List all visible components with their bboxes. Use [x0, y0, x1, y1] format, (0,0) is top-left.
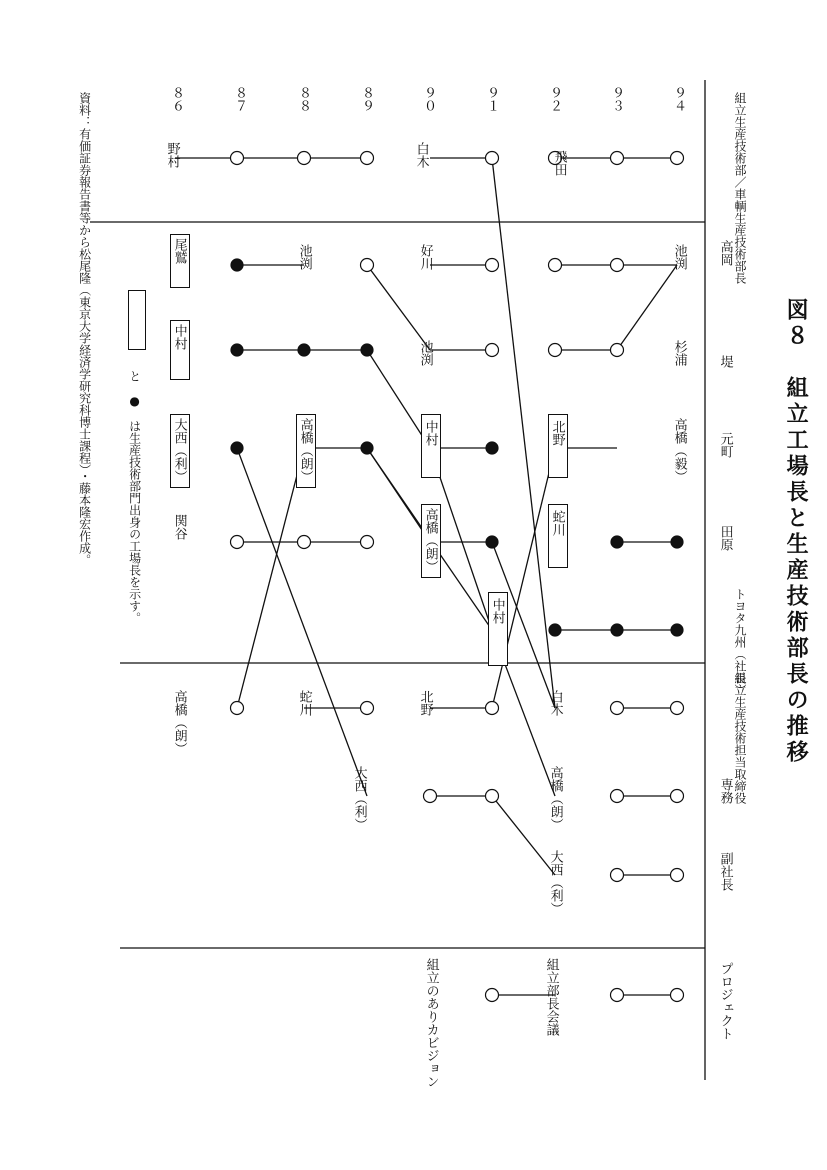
- person-label: 池渕: [296, 244, 312, 270]
- project-label: 組立のありカビジョン: [423, 958, 439, 1088]
- node: [611, 869, 624, 882]
- project-label: 組立部長会議: [543, 958, 559, 1036]
- person-label: 飛田: [551, 150, 567, 176]
- career-link: [489, 448, 555, 708]
- node: [671, 790, 684, 803]
- column-header: プロジェクト: [717, 962, 733, 1040]
- year-label: ８９: [359, 86, 374, 112]
- node: [486, 989, 499, 1002]
- column-header: 高岡: [717, 240, 733, 266]
- node: [361, 259, 374, 272]
- year-label: ９４: [671, 86, 686, 112]
- prod-eng-node: [486, 536, 498, 548]
- prod-eng-node: [549, 624, 561, 636]
- person-label: 杉浦: [671, 340, 687, 366]
- person-label: 高橋（朗）: [171, 690, 187, 755]
- column-header: トヨタ九州（社長）: [733, 588, 747, 696]
- person-label: 関谷: [171, 514, 187, 540]
- node: [486, 259, 499, 272]
- node: [671, 152, 684, 165]
- node: [361, 702, 374, 715]
- column-header: 組立生産技術担当取締役: [733, 672, 747, 804]
- node: [486, 790, 499, 803]
- column-header: 専務: [717, 778, 733, 804]
- node: [231, 536, 244, 549]
- prod-eng-node: [298, 344, 310, 356]
- prod-eng-node: [671, 624, 683, 636]
- person-label: 白木: [547, 690, 563, 716]
- person-label: 高橋（朗）: [422, 508, 438, 573]
- person-label: 高橋（朗）: [297, 418, 313, 483]
- figure-title: 図８ 組立工場長と生産技術部長の推移: [783, 298, 810, 766]
- person-label: 高橋（朗）: [547, 766, 563, 831]
- column-header: 堤: [717, 355, 733, 368]
- node: [611, 702, 624, 715]
- year-label: ８８: [296, 86, 311, 112]
- prod-eng-node: [671, 536, 683, 548]
- person-label: 好川: [417, 244, 433, 270]
- node: [611, 989, 624, 1002]
- year-label: ９１: [484, 86, 499, 112]
- prod-eng-node: [231, 344, 243, 356]
- prod-eng-node: [231, 442, 243, 454]
- node: [361, 152, 374, 165]
- person-label: 大西（利）: [351, 766, 367, 831]
- career-link: [237, 448, 304, 708]
- person-label: 北野: [417, 690, 433, 716]
- node: [671, 989, 684, 1002]
- year-label: ９２: [547, 86, 562, 112]
- node: [611, 344, 624, 357]
- prod-eng-node: [231, 259, 243, 271]
- node: [611, 790, 624, 803]
- person-label: 野村: [164, 142, 180, 168]
- node: [671, 702, 684, 715]
- person-label: 北野: [549, 420, 565, 446]
- career-link: [617, 265, 677, 350]
- person-label: 尾鷲: [171, 238, 187, 264]
- node: [671, 869, 684, 882]
- person-label: 白木: [413, 142, 429, 168]
- year-label: ８６: [169, 86, 184, 112]
- node: [486, 344, 499, 357]
- career-link: [492, 796, 555, 875]
- person-label: 池渕: [417, 340, 433, 366]
- person-label: 中村: [171, 324, 187, 350]
- legend-box: [128, 290, 146, 350]
- prod-eng-node: [361, 344, 373, 356]
- person-label: 高橋（毅）: [671, 418, 687, 483]
- node: [611, 259, 624, 272]
- node: [486, 152, 499, 165]
- column-header: 元町: [717, 432, 733, 458]
- prod-eng-node: [611, 624, 623, 636]
- person-label: 大西（利）: [171, 418, 187, 483]
- year-label: ９３: [609, 86, 624, 112]
- source-note: 資料：有価証券報告書等から松尾隆（東京大学経済学研究科博士課程）・藤本隆宏作成。: [77, 92, 92, 566]
- prod-eng-node: [611, 536, 623, 548]
- node: [361, 536, 374, 549]
- node: [549, 344, 562, 357]
- node: [298, 536, 311, 549]
- node: [424, 790, 437, 803]
- column-header: 田原: [717, 525, 733, 551]
- column-header: 副社長: [717, 852, 733, 891]
- person-label: 池渕: [671, 244, 687, 270]
- year-label: ８７: [232, 86, 247, 112]
- career-link: [367, 265, 430, 350]
- node: [486, 702, 499, 715]
- person-label: 中村: [422, 420, 438, 446]
- person-label: 大西（利）: [547, 850, 563, 915]
- node: [611, 152, 624, 165]
- person-label: 中村: [489, 598, 505, 624]
- year-label: ９０: [421, 86, 436, 112]
- person-label: 蛇川: [549, 510, 565, 536]
- legend-text: と ● は生産技術部門出身の工場長を示す。: [127, 370, 142, 624]
- prod-eng-node: [361, 442, 373, 454]
- prod-eng-node: [486, 442, 498, 454]
- node: [231, 152, 244, 165]
- node: [298, 152, 311, 165]
- node: [231, 702, 244, 715]
- column-header: 組立生産技術部／車輌生産技術部長: [733, 92, 747, 284]
- career-link: [237, 448, 367, 796]
- node: [549, 259, 562, 272]
- person-label: 蛇川: [296, 690, 312, 716]
